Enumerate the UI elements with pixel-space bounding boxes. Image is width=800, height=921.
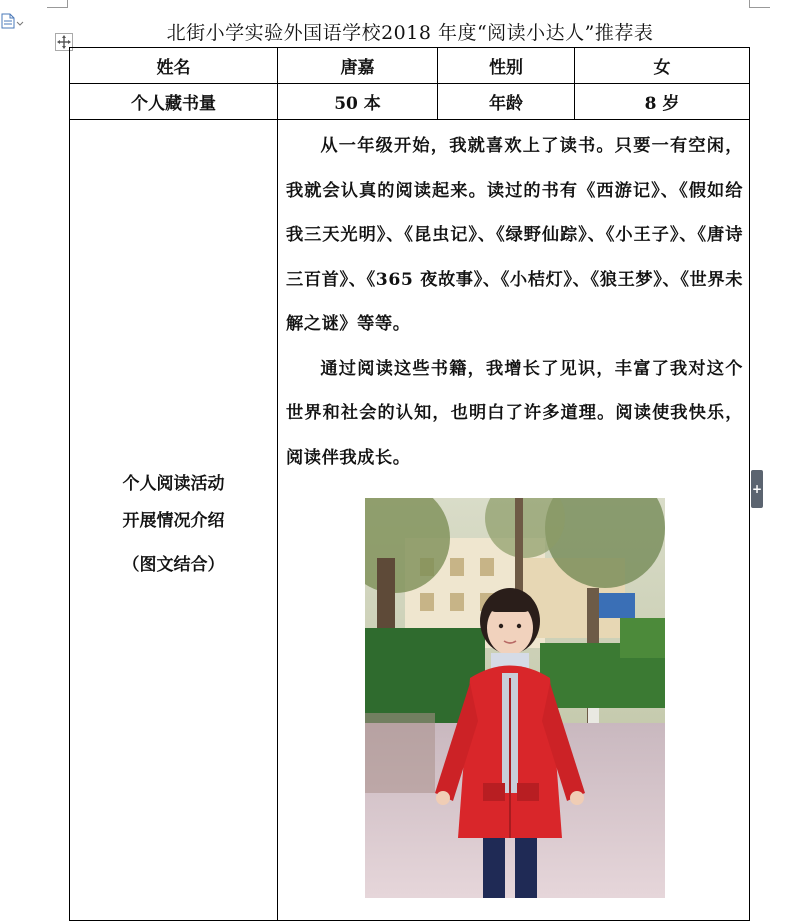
books-label: 个人藏书量 [70,84,278,120]
plus-icon[interactable]: + [751,470,763,508]
activity-content-cell[interactable] [278,120,750,921]
gender-label: 性别 [438,48,575,84]
activity-label-line2: 开展情况介绍 [122,510,225,531]
page-title: 北街小学实验外国语学校2018 年度“阅读小达人”推荐表 [166,22,654,44]
paragraph-1[interactable]: 从一年级开始，我就喜欢上了读书。只要一有空闲，我就会认真的阅读起来。读过的书有《西游记》、《假如给我三天光明》、《昆虫记》、《绿野仙踪》、《小王子》、《唐诗三百首》、《365 夜故事》、《小桔灯》、《狼王梦》、《世界未解之谜》等等。 [286,136,743,334]
age-value[interactable]: 8 岁 [575,84,750,120]
name-value[interactable]: 唐嘉 [278,48,438,84]
activity-label-cell [70,120,278,921]
recommendation-table [69,47,750,921]
age-label: 年龄 [438,84,575,120]
table-row [70,120,750,921]
student-photo[interactable] [365,498,665,898]
activity-note: （图文结合） [122,554,225,575]
activity-label-line1: 个人阅读活动 [122,473,225,494]
gender-value[interactable]: 女 [575,48,750,84]
books-value[interactable]: 50 本 [278,84,438,120]
table-row [70,48,750,84]
table-row [70,84,750,120]
name-label: 姓名 [70,48,278,84]
paragraph-2[interactable]: 通过阅读这些书籍，我增长了见识，丰富了我对这个世界和社会的认知，也明白了许多道理。阅读使我快乐，阅读伴我成长。 [286,358,743,468]
